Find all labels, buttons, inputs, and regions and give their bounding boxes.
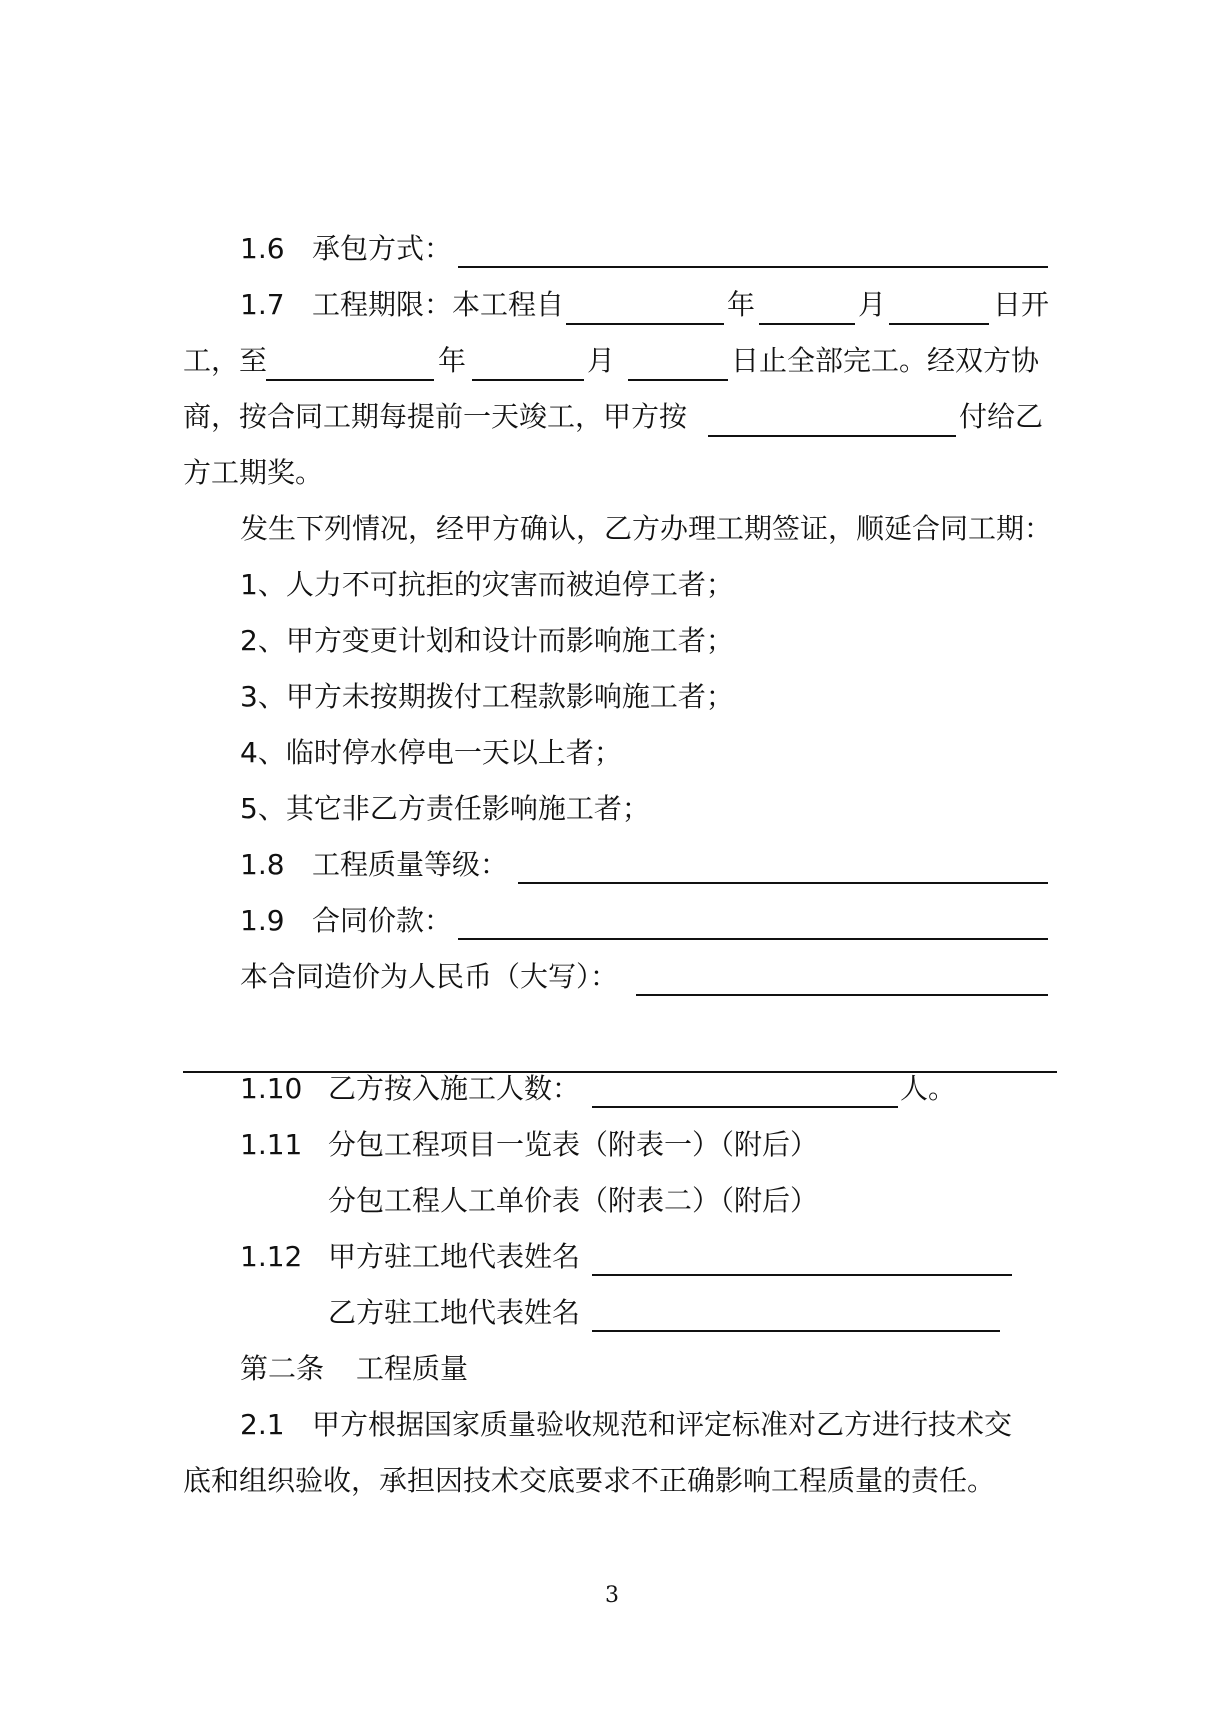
clause-2-1	[0, 1405, 1224, 1445]
condition-item: 1、人力不可抗拒的灾害而被迫停工者；	[240, 568, 734, 601]
condition-item: 3、甲方未按期拨付工程款影响施工者；	[240, 680, 734, 713]
condition-item: 5、其它非乙方责任影响施工者；	[240, 792, 650, 825]
workers-count-blank[interactable]	[592, 1106, 898, 1108]
start-month-blank[interactable]	[759, 323, 855, 325]
clause-number: 1.10	[240, 1072, 303, 1105]
price-rmb-label: 本合同造价为人民币（大写）：	[240, 960, 619, 993]
clause-1-6	[0, 229, 1224, 269]
end-month-blank[interactable]	[472, 379, 584, 381]
page-number: 3	[605, 1583, 619, 1608]
clause-number: 1.9	[240, 904, 285, 937]
clause-label: 乙方按入施工人数：	[328, 1072, 581, 1105]
text-segment: 工，至	[183, 344, 268, 377]
clause-label: 承包方式：	[312, 232, 453, 265]
text-segment: 付给乙	[959, 400, 1044, 433]
clause-number: 1.7	[240, 288, 285, 321]
quality-grade-blank[interactable]	[518, 882, 1048, 884]
clause-1-12-line2: 乙方驻工地代表姓名	[328, 1296, 581, 1329]
year-label: 年	[727, 288, 756, 321]
article-title: 第二条	[240, 1352, 325, 1385]
contract-mode-blank[interactable]	[458, 266, 1048, 268]
clause-text: 甲方驻工地代表姓名	[328, 1240, 581, 1273]
condition-item: 4、临时停水停电一天以上者；	[240, 736, 622, 769]
clause-1-7-line4: 方工期奖。	[183, 456, 324, 489]
clause-number: 1.6	[240, 232, 285, 265]
unit-label: 人。	[900, 1072, 957, 1105]
clause-1-8	[0, 845, 1224, 885]
clause-label: 工程期限：本工程自	[312, 288, 565, 321]
clause-1-12	[0, 1237, 1224, 1277]
article-name: 工程质量	[356, 1352, 469, 1385]
day-start-label: 日开	[993, 288, 1050, 321]
party-a-rep-blank[interactable]	[592, 1274, 1012, 1276]
month-label: 月	[858, 288, 887, 321]
clause-2-1-line2: 底和组织验收，承担因技术交底要求不正确影响工程质量的责任。	[183, 1464, 996, 1497]
clause-1-9	[0, 901, 1224, 941]
clause-1-7-line3	[0, 397, 1224, 437]
text-segment: 商，按合同工期每提前一天竣工，甲方按	[183, 400, 688, 433]
clause-1-11-line2: 分包工程人工单价表（附表二）（附后）	[328, 1184, 819, 1217]
clause-number: 1.12	[240, 1240, 303, 1273]
end-year-blank[interactable]	[266, 379, 434, 381]
contract-price-blank[interactable]	[458, 938, 1048, 940]
clause-number: 1.8	[240, 848, 285, 881]
clause-1-7-line2	[0, 341, 1224, 381]
clause-1-10	[0, 1069, 1224, 1109]
clause-label: 合同价款：	[312, 904, 453, 937]
clause-text: 甲方根据国家质量验收规范和评定标准对乙方进行技术交	[312, 1408, 1013, 1441]
article-2-heading	[0, 1349, 1224, 1389]
month-label: 月	[587, 344, 616, 377]
end-day-blank[interactable]	[628, 379, 728, 381]
bonus-amount-blank[interactable]	[708, 435, 956, 437]
clause-1-11	[0, 1125, 1224, 1165]
price-rmb-blank[interactable]	[636, 994, 1048, 996]
start-day-blank[interactable]	[889, 323, 989, 325]
clause-1-7	[0, 285, 1224, 325]
text-segment: 日止全部完工。经双方协	[731, 344, 1040, 377]
conditions-intro: 发生下列情况，经甲方确认，乙方办理工期签证，顺延合同工期：	[240, 512, 1053, 545]
start-year-blank[interactable]	[566, 323, 724, 325]
year-label: 年	[438, 344, 467, 377]
clause-number: 2.1	[240, 1408, 285, 1441]
condition-item: 2、甲方变更计划和设计而影响施工者；	[240, 624, 734, 657]
clause-number: 1.11	[240, 1128, 303, 1161]
clause-text: 分包工程项目一览表（附表一）（附后）	[328, 1128, 819, 1161]
clause-label: 工程质量等级：	[312, 848, 509, 881]
party-b-rep-blank[interactable]	[592, 1330, 1000, 1332]
